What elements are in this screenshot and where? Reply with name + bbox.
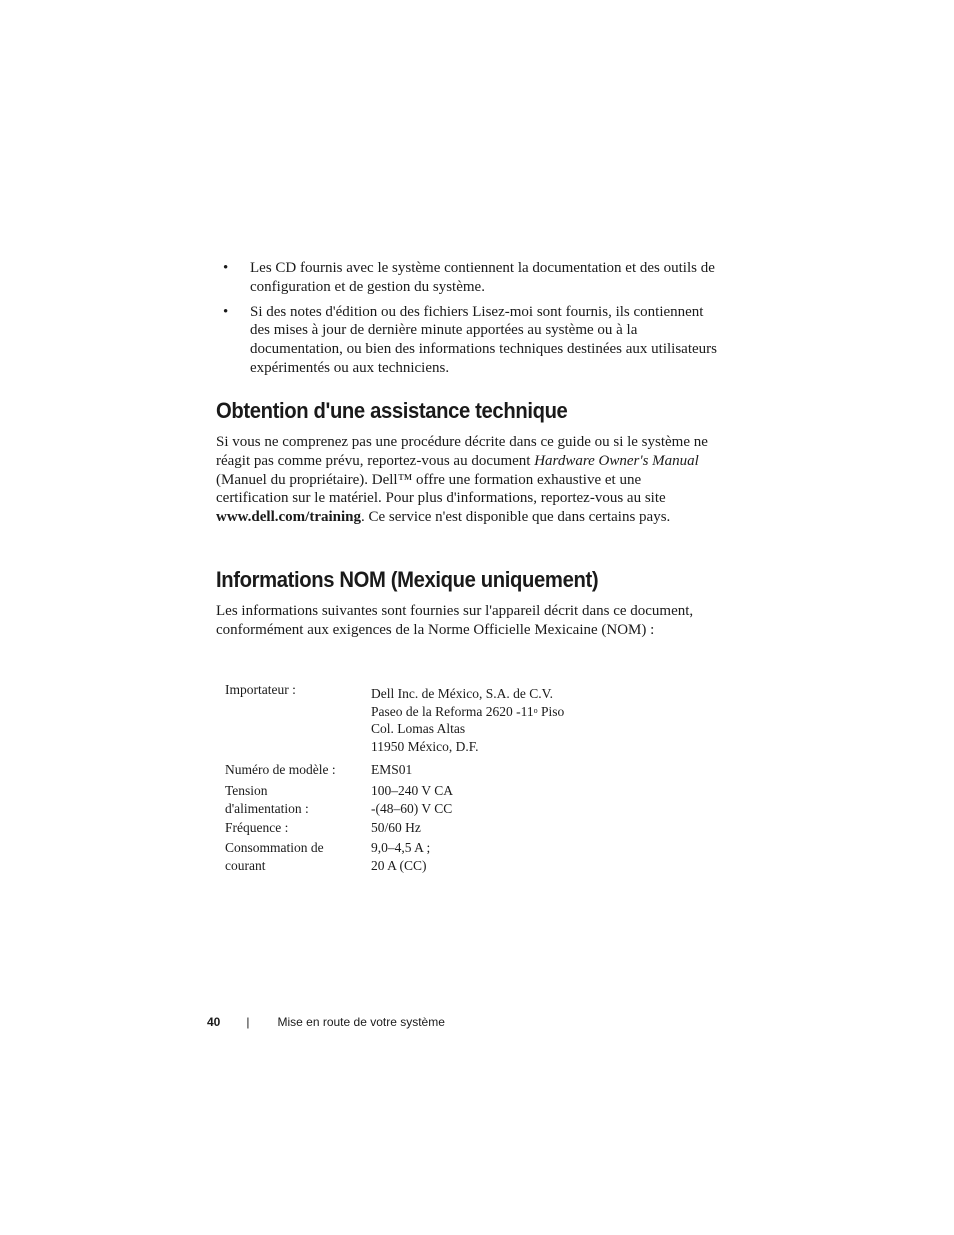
page-number: 40 xyxy=(207,1015,221,1029)
page-footer xyxy=(207,1015,445,1029)
importer-line: Dell Inc. de México, S.A. de C.V. xyxy=(371,686,553,701)
current-value-line: 9,0–4,5 A ; xyxy=(371,840,431,855)
voltage-value xyxy=(371,782,621,817)
importer-label: Importateur : xyxy=(225,682,296,697)
assistance-text-c: . Ce service n'est disponible que dans certains pays. xyxy=(361,509,671,526)
importer-line: 11950 México, D.F. xyxy=(371,738,479,754)
bullet-dot: • xyxy=(223,303,229,320)
current-value xyxy=(371,839,621,874)
list-item xyxy=(223,303,723,378)
frequency-label: Fréquence : xyxy=(225,820,289,835)
assistance-paragraph xyxy=(216,433,716,527)
manual-title: Hardware Owner's Manual xyxy=(534,452,699,469)
voltage-value-line: -(48–60) V CC xyxy=(371,800,453,816)
assistance-text-b: (Manuel du propriétaire). Dell™ offre une formation exhaustive et une certification sur le matériel. Pour plus d'informations, reportez-vous au site xyxy=(216,471,666,507)
chapter-title: Mise en route de votre système xyxy=(277,1015,445,1029)
current-label-line: courant xyxy=(225,857,266,873)
importer-line xyxy=(371,703,621,721)
floor-superscript: o xyxy=(533,705,538,715)
importer-value xyxy=(371,685,621,755)
nom-paragraph: Les informations suivantes sont fournies sur l'appareil décrit dans ce document, conformément aux exigences de la Norme Officielle Mexicaine (NOM) : xyxy=(216,603,694,638)
voltage-value-line: 100–240 V CA xyxy=(371,783,454,798)
model-value: EMS01 xyxy=(371,762,413,777)
section-heading-nom: Informations NOM (Mexique uniquement) xyxy=(216,567,599,592)
list-item xyxy=(223,259,723,297)
footer-separator: | xyxy=(246,1015,250,1029)
frequency-value: 50/60 Hz xyxy=(371,820,421,835)
bullet-text: Si des notes d'édition ou des fichiers Lisez-moi sont fournis, ils contiennent des mises à jour de dernière minute apportées au système ou à la documentation, ou bien des informations techniques destinées aux utilisateurs expérimentés ou aux techniciens. xyxy=(250,303,717,376)
voltage-label-line: d'alimentation : xyxy=(225,800,309,816)
voltage-label-line: Tension xyxy=(225,783,268,798)
importer-line: Col. Lomas Altas xyxy=(371,721,466,736)
current-label-line: Consommation de xyxy=(225,840,324,855)
voltage-label xyxy=(225,782,355,817)
model-label: Numéro de modèle : xyxy=(225,762,336,777)
training-link[interactable]: www.dell.com/training xyxy=(216,509,361,526)
importer-address-end: Piso xyxy=(537,703,565,719)
importer-address: Paseo de la Reforma 2620 -11 xyxy=(371,703,534,719)
section-heading-assistance: Obtention d'une assistance technique xyxy=(216,398,568,423)
current-value-line: 20 A (CC) xyxy=(371,857,427,873)
bullet-dot: • xyxy=(223,260,229,276)
bullet-text: Les CD fournis avec le système contiennent la documentation et des outils de configuration et de gestion du système. xyxy=(250,260,715,295)
assistance-text-a: Si vous ne comprenez pas une procédure décrite dans ce guide ou si le système ne réagit pas comme prévu, reportez-vous au document xyxy=(216,434,708,469)
current-label xyxy=(225,839,355,874)
bullet-list xyxy=(223,259,723,384)
